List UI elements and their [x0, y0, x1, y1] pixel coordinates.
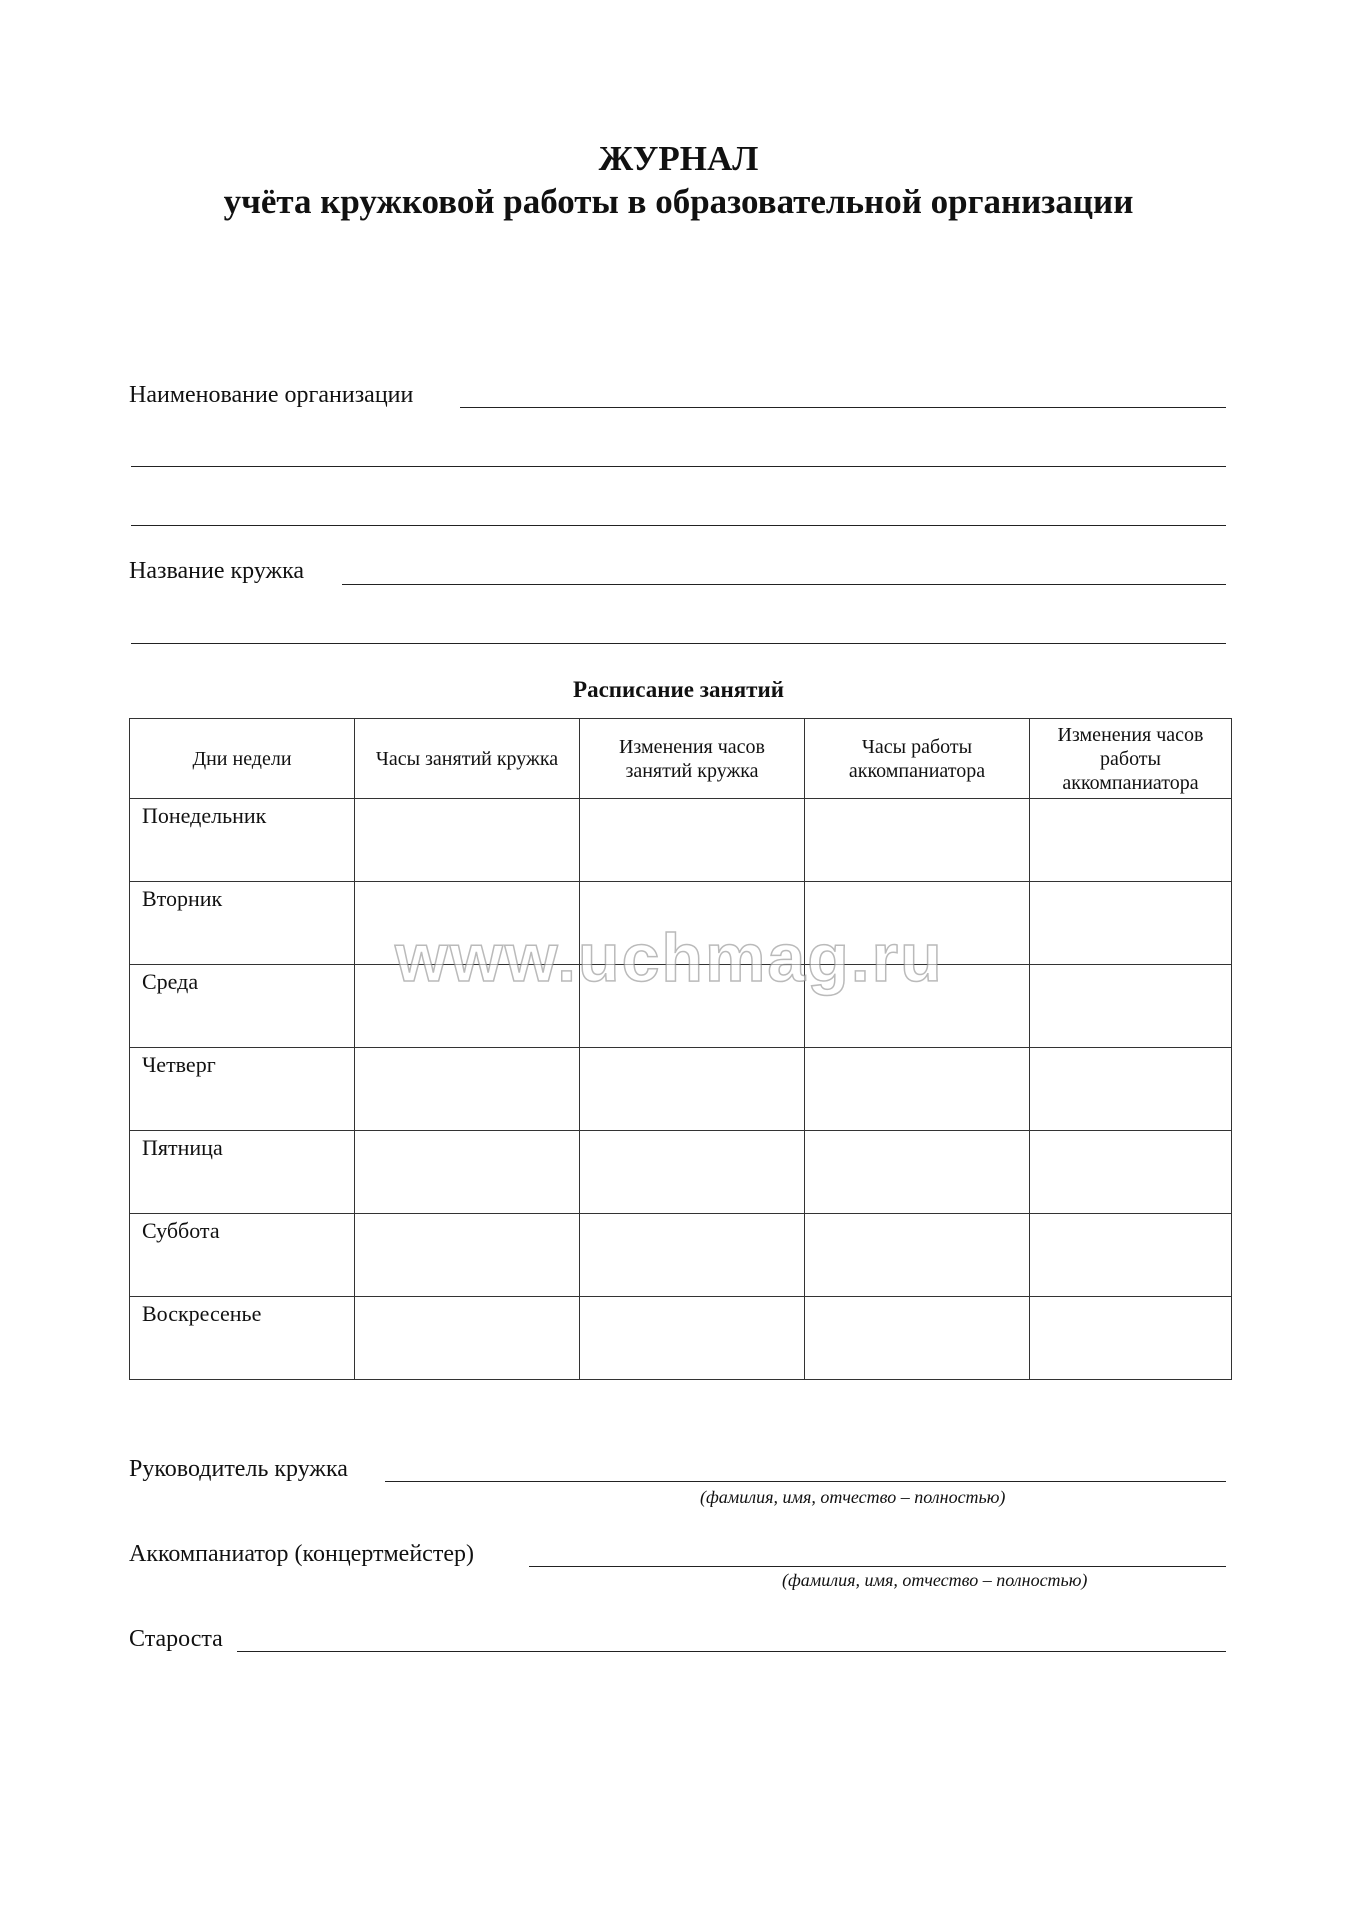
leader-line[interactable]	[385, 1481, 1226, 1482]
table-row	[130, 799, 1232, 882]
accompanist-hint: (фамилия, имя, отчество – полностью)	[782, 1570, 1088, 1590]
table-row	[130, 882, 1232, 965]
club-hours-changes-cell[interactable]	[580, 799, 805, 882]
accompanist-hours-cell[interactable]	[805, 965, 1030, 1048]
club-hours-cell[interactable]	[355, 882, 580, 965]
table-row	[130, 1297, 1232, 1380]
accompanist-line[interactable]	[529, 1566, 1226, 1567]
club-hours-cell[interactable]	[355, 1131, 580, 1214]
accompanist-hours-changes-cell[interactable]	[1030, 1214, 1232, 1297]
document-title: ЖУРНАЛ	[598, 139, 759, 178]
schedule-caption: Расписание занятий	[573, 677, 784, 702]
table-row	[130, 1214, 1232, 1297]
organization-line-3[interactable]	[131, 525, 1226, 526]
club-hours-cell[interactable]	[355, 1048, 580, 1131]
headman-line[interactable]	[237, 1651, 1226, 1652]
club-hours-cell[interactable]	[355, 1214, 580, 1297]
day-cell: Вторник	[130, 882, 355, 965]
header-accompanist-hours-changes: Изменения часов работы аккомпаниатора	[1030, 719, 1232, 799]
club-name-line-1[interactable]	[342, 584, 1226, 585]
table-row	[130, 1048, 1232, 1131]
accompanist-hours-cell[interactable]	[805, 1131, 1030, 1214]
club-hours-cell[interactable]	[355, 1297, 580, 1380]
accompanist-hours-changes-cell[interactable]	[1030, 1297, 1232, 1380]
club-hours-cell[interactable]	[355, 965, 580, 1048]
accompanist-hours-cell[interactable]	[805, 882, 1030, 965]
accompanist-label: Аккомпаниатор (концертмейстер)	[129, 1541, 474, 1567]
organization-line-1[interactable]	[460, 407, 1226, 408]
accompanist-hours-changes-cell[interactable]	[1030, 1131, 1232, 1214]
headman-label: Староста	[129, 1626, 223, 1652]
day-cell: Пятница	[130, 1131, 355, 1214]
day-cell: Среда	[130, 965, 355, 1048]
club-hours-changes-cell[interactable]	[580, 1214, 805, 1297]
accompanist-hours-cell[interactable]	[805, 1048, 1030, 1131]
club-hours-changes-cell[interactable]	[580, 882, 805, 965]
header-club-hours-changes: Изменения часов занятий кружка	[580, 719, 805, 799]
club-hours-changes-cell[interactable]	[580, 1131, 805, 1214]
club-hours-changes-cell[interactable]	[580, 1048, 805, 1131]
leader-hint: (фамилия, имя, отчество – полностью)	[700, 1487, 1006, 1507]
accompanist-hours-changes-cell[interactable]	[1030, 965, 1232, 1048]
club-hours-changes-cell[interactable]	[580, 965, 805, 1048]
accompanist-hours-cell[interactable]	[805, 1214, 1030, 1297]
watermark: www.uchmag.ru	[395, 920, 944, 996]
day-cell: Понедельник	[130, 799, 355, 882]
day-cell: Воскресенье	[130, 1297, 355, 1380]
organization-label: Наименование организации	[129, 382, 414, 408]
day-cell: Суббота	[130, 1214, 355, 1297]
table-row	[130, 1131, 1232, 1214]
accompanist-hours-changes-cell[interactable]	[1030, 799, 1232, 882]
accompanist-hours-cell[interactable]	[805, 799, 1030, 882]
club-name-line-2[interactable]	[131, 643, 1226, 644]
organization-line-2[interactable]	[131, 466, 1226, 467]
accompanist-hours-changes-cell[interactable]	[1030, 1048, 1232, 1131]
header-accompanist-hours: Часы работы аккомпаниатора	[805, 719, 1030, 799]
club-hours-cell[interactable]	[355, 799, 580, 882]
club-hours-changes-cell[interactable]	[580, 1297, 805, 1380]
header-club-hours: Часы занятий кружка	[355, 719, 580, 799]
leader-label: Руководитель кружка	[129, 1456, 348, 1482]
table-row	[130, 965, 1232, 1048]
schedule-table	[129, 718, 1232, 1380]
document-subtitle: учёта кружковой работы в образовательной организации	[223, 182, 1134, 221]
club-name-label: Название кружка	[129, 558, 305, 584]
day-cell: Четверг	[130, 1048, 355, 1131]
header-days: Дни недели	[130, 719, 355, 799]
accompanist-hours-changes-cell[interactable]	[1030, 882, 1232, 965]
accompanist-hours-cell[interactable]	[805, 1297, 1030, 1380]
schedule-header-row	[130, 719, 1232, 799]
